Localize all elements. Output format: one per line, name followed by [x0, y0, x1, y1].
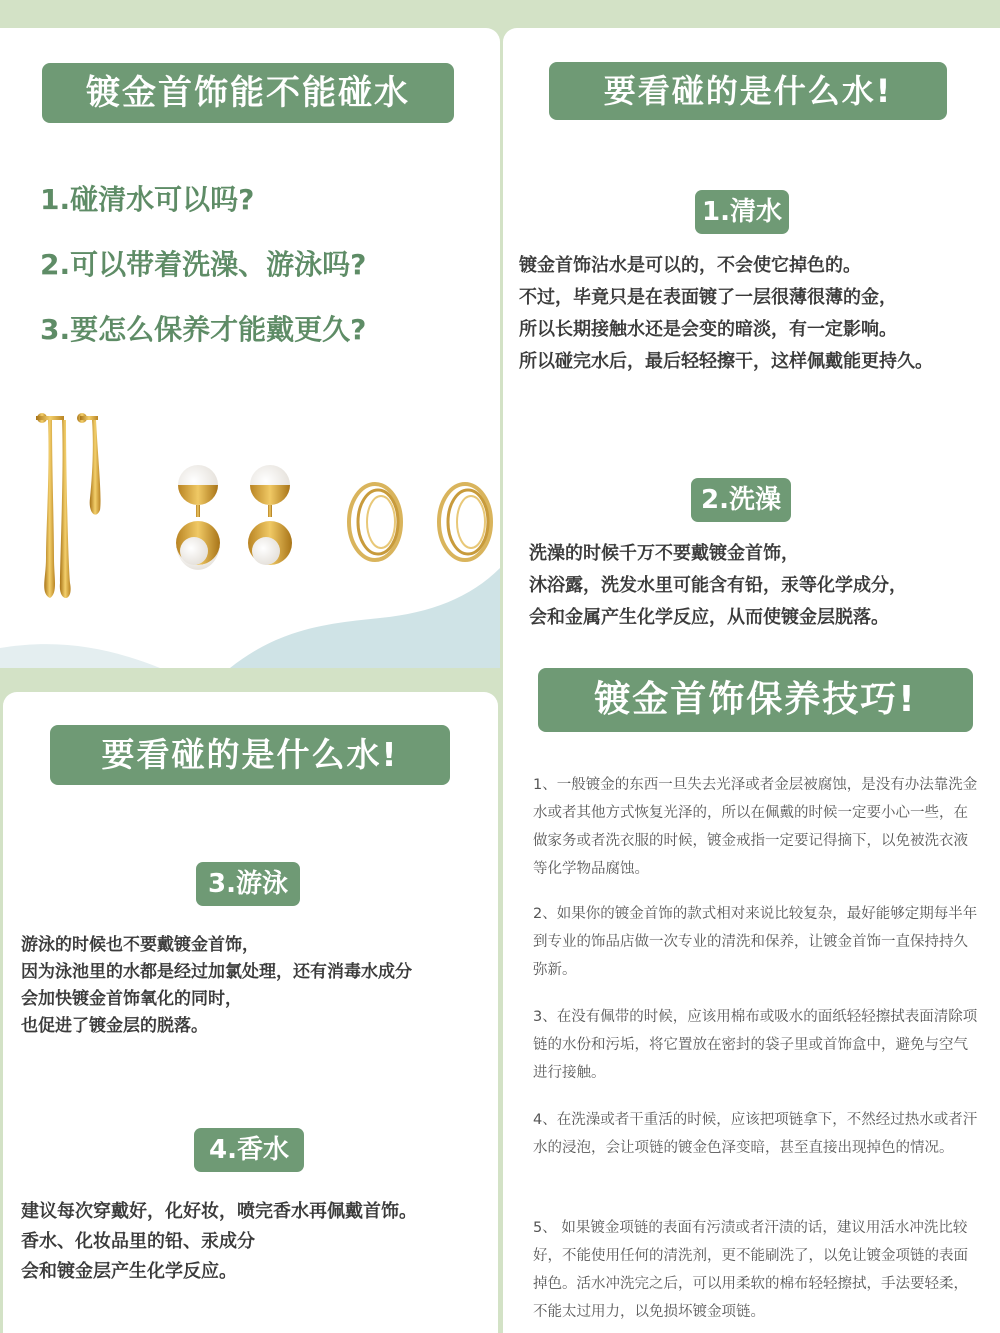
hoop-earrings-image	[345, 478, 500, 568]
swimming-line-4: 也促进了镀金层的脱落。	[21, 1016, 208, 1036]
bathing-line-1: 洗澡的时候千万不要戴镀金首饰，	[529, 543, 799, 564]
drop-earrings-image	[30, 408, 120, 608]
panel2-title: 要看碰的是什么水!	[549, 62, 947, 120]
perfume-paragraph	[21, 1197, 417, 1287]
swimming-paragraph	[21, 932, 412, 1040]
tip-5: 5、 如果镀金项链的表面有污渍或者汗渍的话，建议用活水冲洗比较好，不能使用任何的清洗剂，更不能刷洗了，以免让镀金项链的表面掉色。活水冲洗完之后，可以用柔软的棉布轻轻擦拭，手法要轻柔，不能太过用力，以免损坏镀金项链。	[533, 1220, 968, 1320]
tip-2: 2、如果你的镀金首饰的款式相对来说比较复杂，最好能够定期每半年到专业的饰品店做一次专业的清洗和保养，让镀金首饰一直保持持久弥新。	[533, 906, 978, 978]
clear-water-paragraph	[519, 250, 933, 378]
panel-which-water	[503, 28, 1000, 668]
pearl-earrings-image	[170, 463, 310, 573]
panel3-title: 要看碰的是什么水!	[50, 725, 450, 785]
panel-can-touch-water	[0, 28, 500, 668]
question-3: 3.要怎么保养才能戴更久?	[40, 313, 367, 346]
perfume-line-2: 香水、化妆品里的铅、汞成分	[21, 1231, 255, 1252]
tip-1: 1、一般镀金的东西一旦失去光泽或者金层被腐蚀，是没有办法靠洗金水或者其他方式恢复光泽的，所以在佩戴的时候一定要小心一些，在做家务或者洗衣服的时候，镀金戒指一定要记得摘下，以免被洗衣液等化学物品腐蚀。	[533, 777, 978, 877]
panel-care-tips	[503, 668, 1000, 1333]
swimming-line-3: 会加快镀金首饰氧化的同时，	[21, 989, 242, 1009]
clear-water-line-4: 所以碰完水后，最后轻轻擦干，这样佩戴能更持久。	[519, 351, 933, 372]
question-2: 2.可以带着洗澡、游泳吗?	[40, 248, 367, 281]
tip-3: 3、在没有佩带的时候，应该用棉布或吸水的面纸轻轻擦拭表面清除项链的水份和污垢，将它置放在密封的袋子里或首饰盒中，避免与空气进行接触。	[533, 1009, 978, 1081]
label-bathing: 2.洗澡	[691, 478, 791, 522]
swimming-line-2: 因为泳池里的水都是经过加氯处理，还有消毒水成分	[21, 962, 412, 982]
panel4-title: 镀金首饰保养技巧!	[538, 668, 973, 732]
clear-water-line-3: 所以长期接触水还是会变的暗淡，有一定影响。	[519, 319, 897, 340]
perfume-line-3: 会和镀金层产生化学反应。	[21, 1261, 237, 1282]
panel-which-water-continued	[3, 692, 498, 1333]
swimming-line-1: 游泳的时候也不要戴镀金首饰，	[21, 935, 259, 955]
label-clear-water: 1.清水	[695, 190, 789, 234]
perfume-line-1: 建议每次穿戴好，化好妆，喷完香水再佩戴首饰。	[21, 1201, 417, 1222]
bathing-line-2: 沐浴露，洗发水里可能含有铅，汞等化学成分，	[529, 575, 907, 596]
question-1: 1.碰清水可以吗?	[40, 183, 255, 216]
bathing-line-3: 会和金属产生化学反应，从而使镀金层脱落。	[529, 607, 889, 628]
clear-water-line-1: 镀金首饰沾水是可以的，不会使它掉色的。	[519, 255, 861, 276]
label-perfume: 4.香水	[194, 1128, 304, 1172]
label-swimming: 3.游泳	[196, 862, 300, 906]
panel1-title: 镀金首饰能不能碰水	[42, 63, 454, 123]
bathing-paragraph	[529, 538, 907, 634]
clear-water-line-2: 不过，毕竟只是在表面镀了一层很薄很薄的金，	[519, 287, 897, 308]
tip-4: 4、在洗澡或者干重活的时候，应该把项链拿下，不然经过热水或者汗水的浸泡，会让项链的镀金色泽变暗，甚至直接出现掉色的情况。	[533, 1112, 978, 1156]
